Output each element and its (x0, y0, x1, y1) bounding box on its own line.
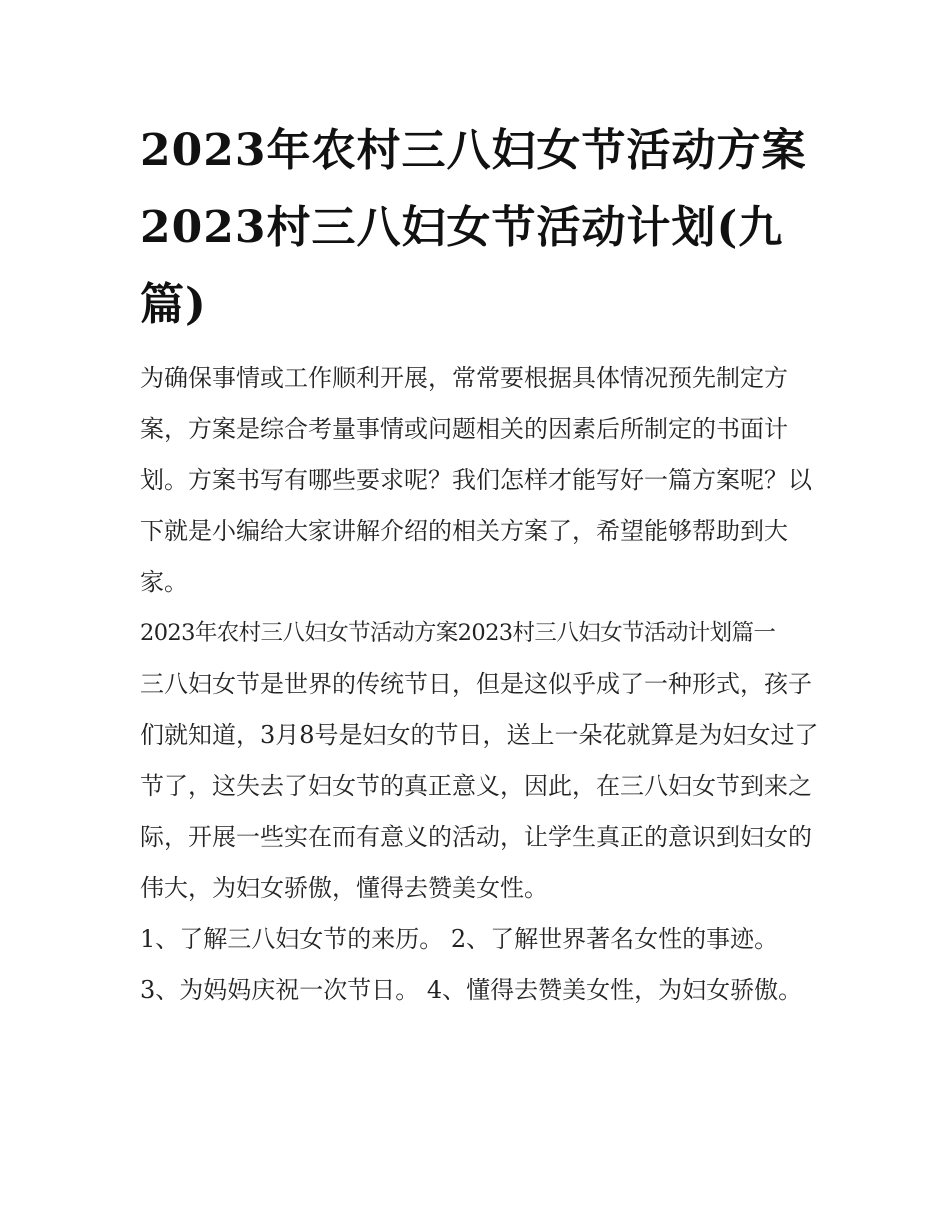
document-title: 2023年农村三八妇女节活动方案2023村三八妇女节活动计划(九篇) (140, 125, 807, 330)
section-body-paragraph: 三八妇女节是世界的传统节日，但是这似乎成了一种形式，孩子们就知道，3月8号是妇女的节日，送上一朵花就算是为妇女过了节了，这失去了妇女节的真正意义，因此，在三八妇女节到来之际，开展一些实在而有意义的活动，让学生真正的意识到妇女的伟大，为妇女骄傲，懂得去赞美女性。 (140, 670, 819, 902)
section-heading: 2023年农村三八妇女节活动方案2023村三八妇女节活动计划篇一 (140, 620, 776, 646)
intro-paragraph: 为确保事情或工作顺利开展，常常要根据具体情况预先制定方案，方案是综合考量事情或问题相关的因素后所制定的书面计划。方案书写有哪些要求呢？我们怎样才能写好一篇方案呢？以下就是小编给大家讲解介绍的相关方案了，希望能够帮助到大家。 (140, 364, 812, 596)
document-page (140, 112, 820, 1016)
goals-line-2: 3、为妈妈庆祝一次节日。 4、懂得去赞美女性，为妇女骄傲。 (140, 976, 803, 1004)
goals-line-1: 1、了解三八妇女节的来历。 2、了解世界著名女性的事迹。 (140, 925, 779, 953)
